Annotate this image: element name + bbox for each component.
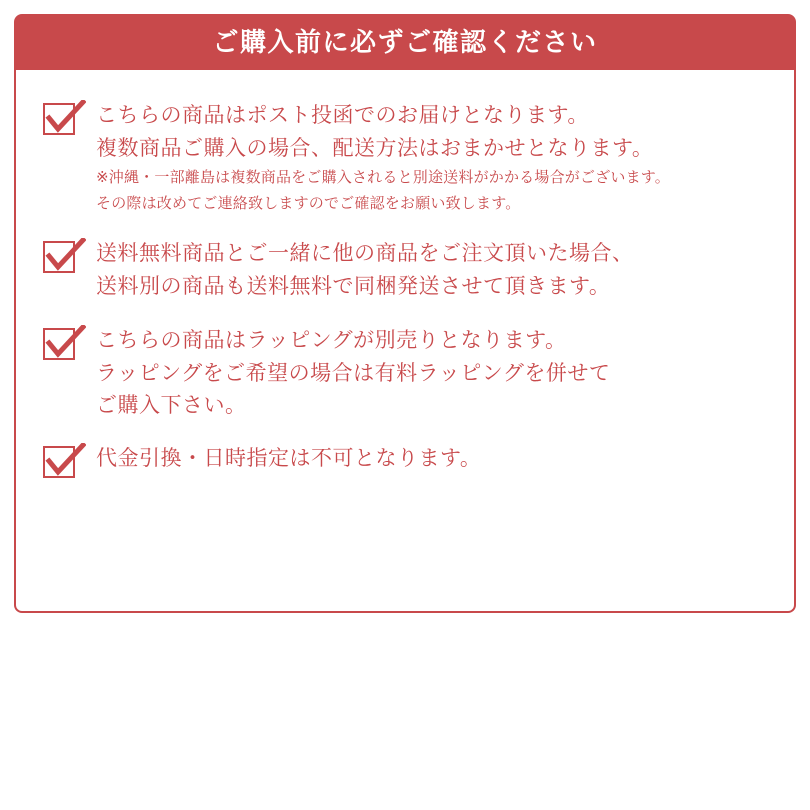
notice-line: ラッピングをご希望の場合は有料ラッピングを併せて: [96, 361, 611, 385]
notice-line: 複数商品ご購入の場合、配送方法はおまかせとなります。: [96, 136, 654, 160]
notice-line: 代金引換・日時指定は不可となります。: [96, 446, 482, 470]
notice-item: [42, 236, 768, 303]
notice-text-block: [96, 98, 768, 216]
notice-line: ご購入下さい。: [96, 394, 247, 418]
notice-line: こちらの商品はポスト投函でのお届けとなります。: [96, 104, 589, 127]
notice-text-block: [96, 236, 768, 303]
notice-panel: [14, 70, 796, 613]
checkmark-icon: [42, 325, 86, 365]
notice-line: その際は改めてご連絡致しますのでご確認をお願い致します。: [96, 194, 521, 212]
notice-item: [42, 323, 768, 423]
notice-line: 送料無料商品とご一緒に他の商品をご注文頂いた場合、: [96, 242, 634, 266]
checkmark-icon: [42, 100, 86, 140]
notice-text-block: [96, 441, 768, 476]
notice-line: 送料別の商品も送料無料で同梱発送させて頂きます。: [96, 274, 611, 298]
notice-line: ※沖縄・一部離島は複数商品をご購入されると別途送料がかかる場合がございます。: [96, 169, 670, 187]
page-title: ご購入前に必ずご確認ください: [212, 27, 598, 57]
notice-line: こちらの商品はラッピングが別売りとなります。: [96, 329, 567, 353]
checkmark-icon: [42, 443, 86, 483]
checkmark-icon: [42, 238, 86, 278]
notice-text-block: [96, 323, 768, 423]
notice-header: [14, 14, 796, 70]
notice-item: [42, 98, 768, 216]
notice-item: [42, 441, 768, 483]
